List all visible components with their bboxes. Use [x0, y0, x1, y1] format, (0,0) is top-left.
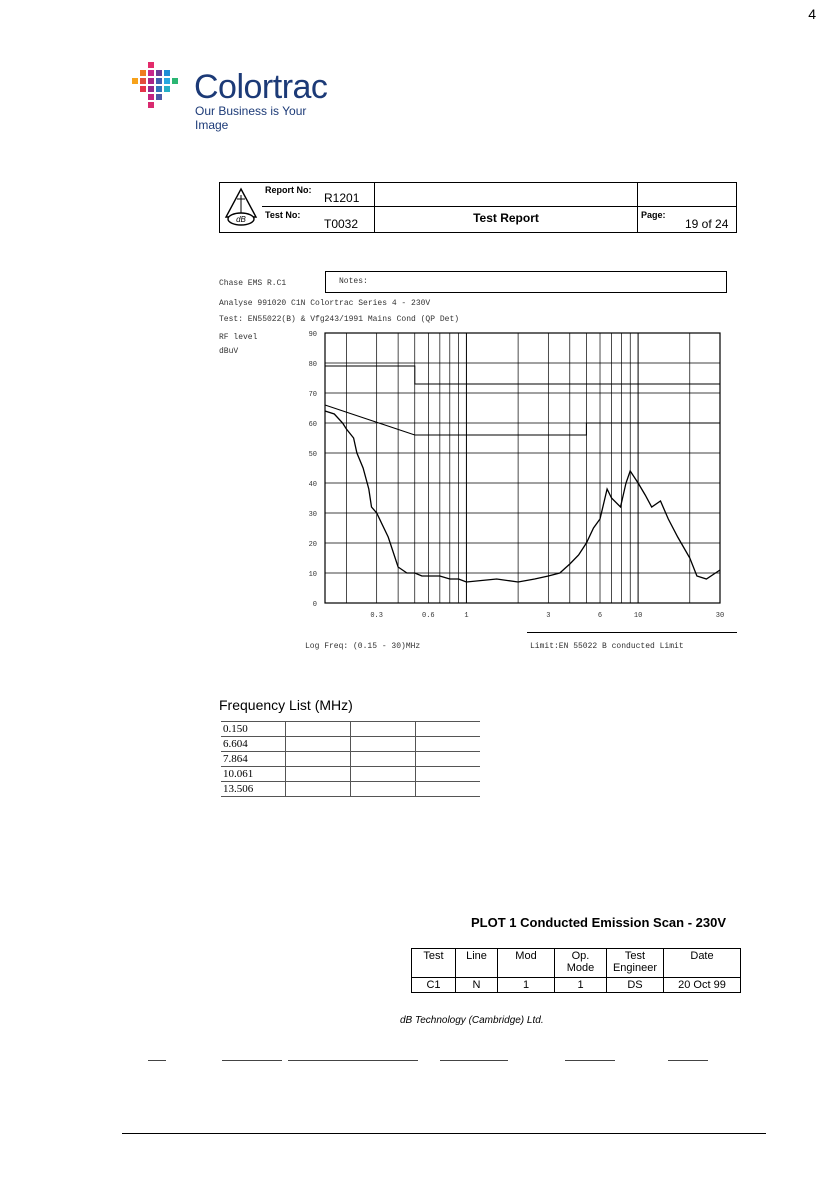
table-header-row: [412, 949, 741, 978]
header-blank-cell: [375, 183, 638, 207]
decorative-dash: [565, 1060, 615, 1061]
header-blank-cell-right: [638, 183, 736, 207]
cell-line: N: [456, 978, 498, 993]
table-row: [221, 722, 480, 737]
test-info-table: [411, 948, 741, 993]
y-tick-label: 90: [308, 331, 317, 339]
y-tick-label: 30: [308, 511, 317, 519]
footer-rule: [122, 1133, 766, 1134]
db-logo-cell: [220, 183, 262, 232]
report-title: Test Report: [375, 207, 638, 232]
x-tick-label: 10: [633, 612, 643, 620]
y-tick-label: 20: [308, 541, 317, 549]
x-tick-label: 1: [464, 612, 469, 620]
page-value: 19 of 24: [685, 217, 729, 231]
frequency-list-table: [221, 721, 480, 797]
decorative-dash: [668, 1060, 708, 1061]
db-logo-text: dB: [236, 215, 246, 224]
decorative-dash: [148, 1060, 166, 1061]
frequency-value: 0.150: [221, 722, 286, 737]
decorative-dash: [222, 1060, 282, 1061]
plot-footer-rule: [527, 632, 737, 633]
y-tick-label: 70: [308, 391, 317, 399]
limit-line: [325, 405, 720, 435]
notes-box: [325, 271, 727, 293]
emission-chart: [290, 325, 730, 630]
frequency-value: 13.506: [221, 782, 286, 797]
frequency-list-title: Frequency List (MHz): [219, 697, 353, 713]
y-tick-label: 0: [312, 601, 317, 609]
header-line: Line: [456, 949, 498, 978]
decorative-dash: [288, 1060, 418, 1061]
notes-label: Notes:: [339, 277, 368, 286]
test-no-cell: [262, 207, 375, 232]
plot-meta-line3: Test: EN55022(B) & Vfg243/1991 Mains Cond (QP Det): [219, 315, 460, 324]
plot-footer-right: Limit:EN 55022 B conducted Limit: [530, 642, 684, 651]
x-tick-label: 6: [597, 612, 603, 620]
test-no-label: Test No:: [265, 210, 301, 220]
page-number: 4: [808, 6, 816, 22]
report-no-value: R1201: [324, 191, 360, 205]
plot-meta-line1: Chase EMS R.C1: [219, 279, 287, 288]
logo-wordmark: Colortrac: [194, 68, 328, 106]
colortrac-logo-icon: [132, 62, 188, 114]
rf-level-label: RF level: [219, 333, 258, 342]
x-tick-label: 0.6: [422, 612, 435, 620]
page-label: Page:: [641, 210, 666, 220]
header-test-engineer: Test Engineer: [607, 949, 664, 978]
y-tick-label: 80: [308, 361, 317, 369]
x-tick-label: 0.3: [370, 612, 383, 620]
report-header: [219, 182, 737, 233]
decorative-dash: [440, 1060, 508, 1061]
page-cell: [638, 207, 736, 232]
colortrac-logo: [132, 62, 342, 132]
x-tick-label: 30: [715, 612, 725, 620]
frequency-value: 10.061: [221, 767, 286, 782]
db-logo-icon: [220, 183, 262, 232]
report-no-label: Report No:: [265, 185, 312, 195]
table-row: [221, 782, 480, 797]
cell-engineer: DS: [607, 978, 664, 993]
header-op-mode: Op. Mode: [555, 949, 607, 978]
unit-label: dBuV: [219, 347, 239, 356]
y-tick-label: 40: [308, 481, 317, 489]
cell-op-mode: 1: [555, 978, 607, 993]
y-tick-label: 10: [308, 571, 317, 579]
company-name: dB Technology (Cambridge) Ltd.: [400, 1015, 544, 1026]
frequency-value: 6.604: [221, 737, 286, 752]
y-tick-label: 50: [308, 451, 317, 459]
x-tick-label: 3: [546, 612, 551, 620]
table-row: [221, 767, 480, 782]
logo-tagline: Our Business is Your Image: [195, 104, 307, 132]
cell-mod: 1: [498, 978, 555, 993]
header-date: Date: [664, 949, 741, 978]
table-row: [221, 752, 480, 767]
test-no-value: T0032: [324, 217, 359, 231]
plot-meta-line2: Analyse 991020 C1N Colortrac Series 4 - 230V: [219, 299, 431, 308]
cell-date: 20 Oct 99: [664, 978, 741, 993]
cell-test: C1: [412, 978, 456, 993]
plot-footer-left: Log Freq: (0.15 - 30)MHz: [305, 642, 421, 651]
frequency-value: 7.864: [221, 752, 286, 767]
table-row: [221, 737, 480, 752]
plot-caption: PLOT 1 Conducted Emission Scan - 230V: [471, 915, 727, 930]
y-tick-label: 60: [308, 421, 317, 429]
limit-line: [325, 366, 720, 384]
table-row: [412, 978, 741, 993]
emission-trace: [325, 411, 720, 582]
header-mod: Mod: [498, 949, 555, 978]
report-no-cell: [262, 183, 375, 207]
plot-frame: [325, 333, 720, 603]
header-test: Test: [412, 949, 456, 978]
